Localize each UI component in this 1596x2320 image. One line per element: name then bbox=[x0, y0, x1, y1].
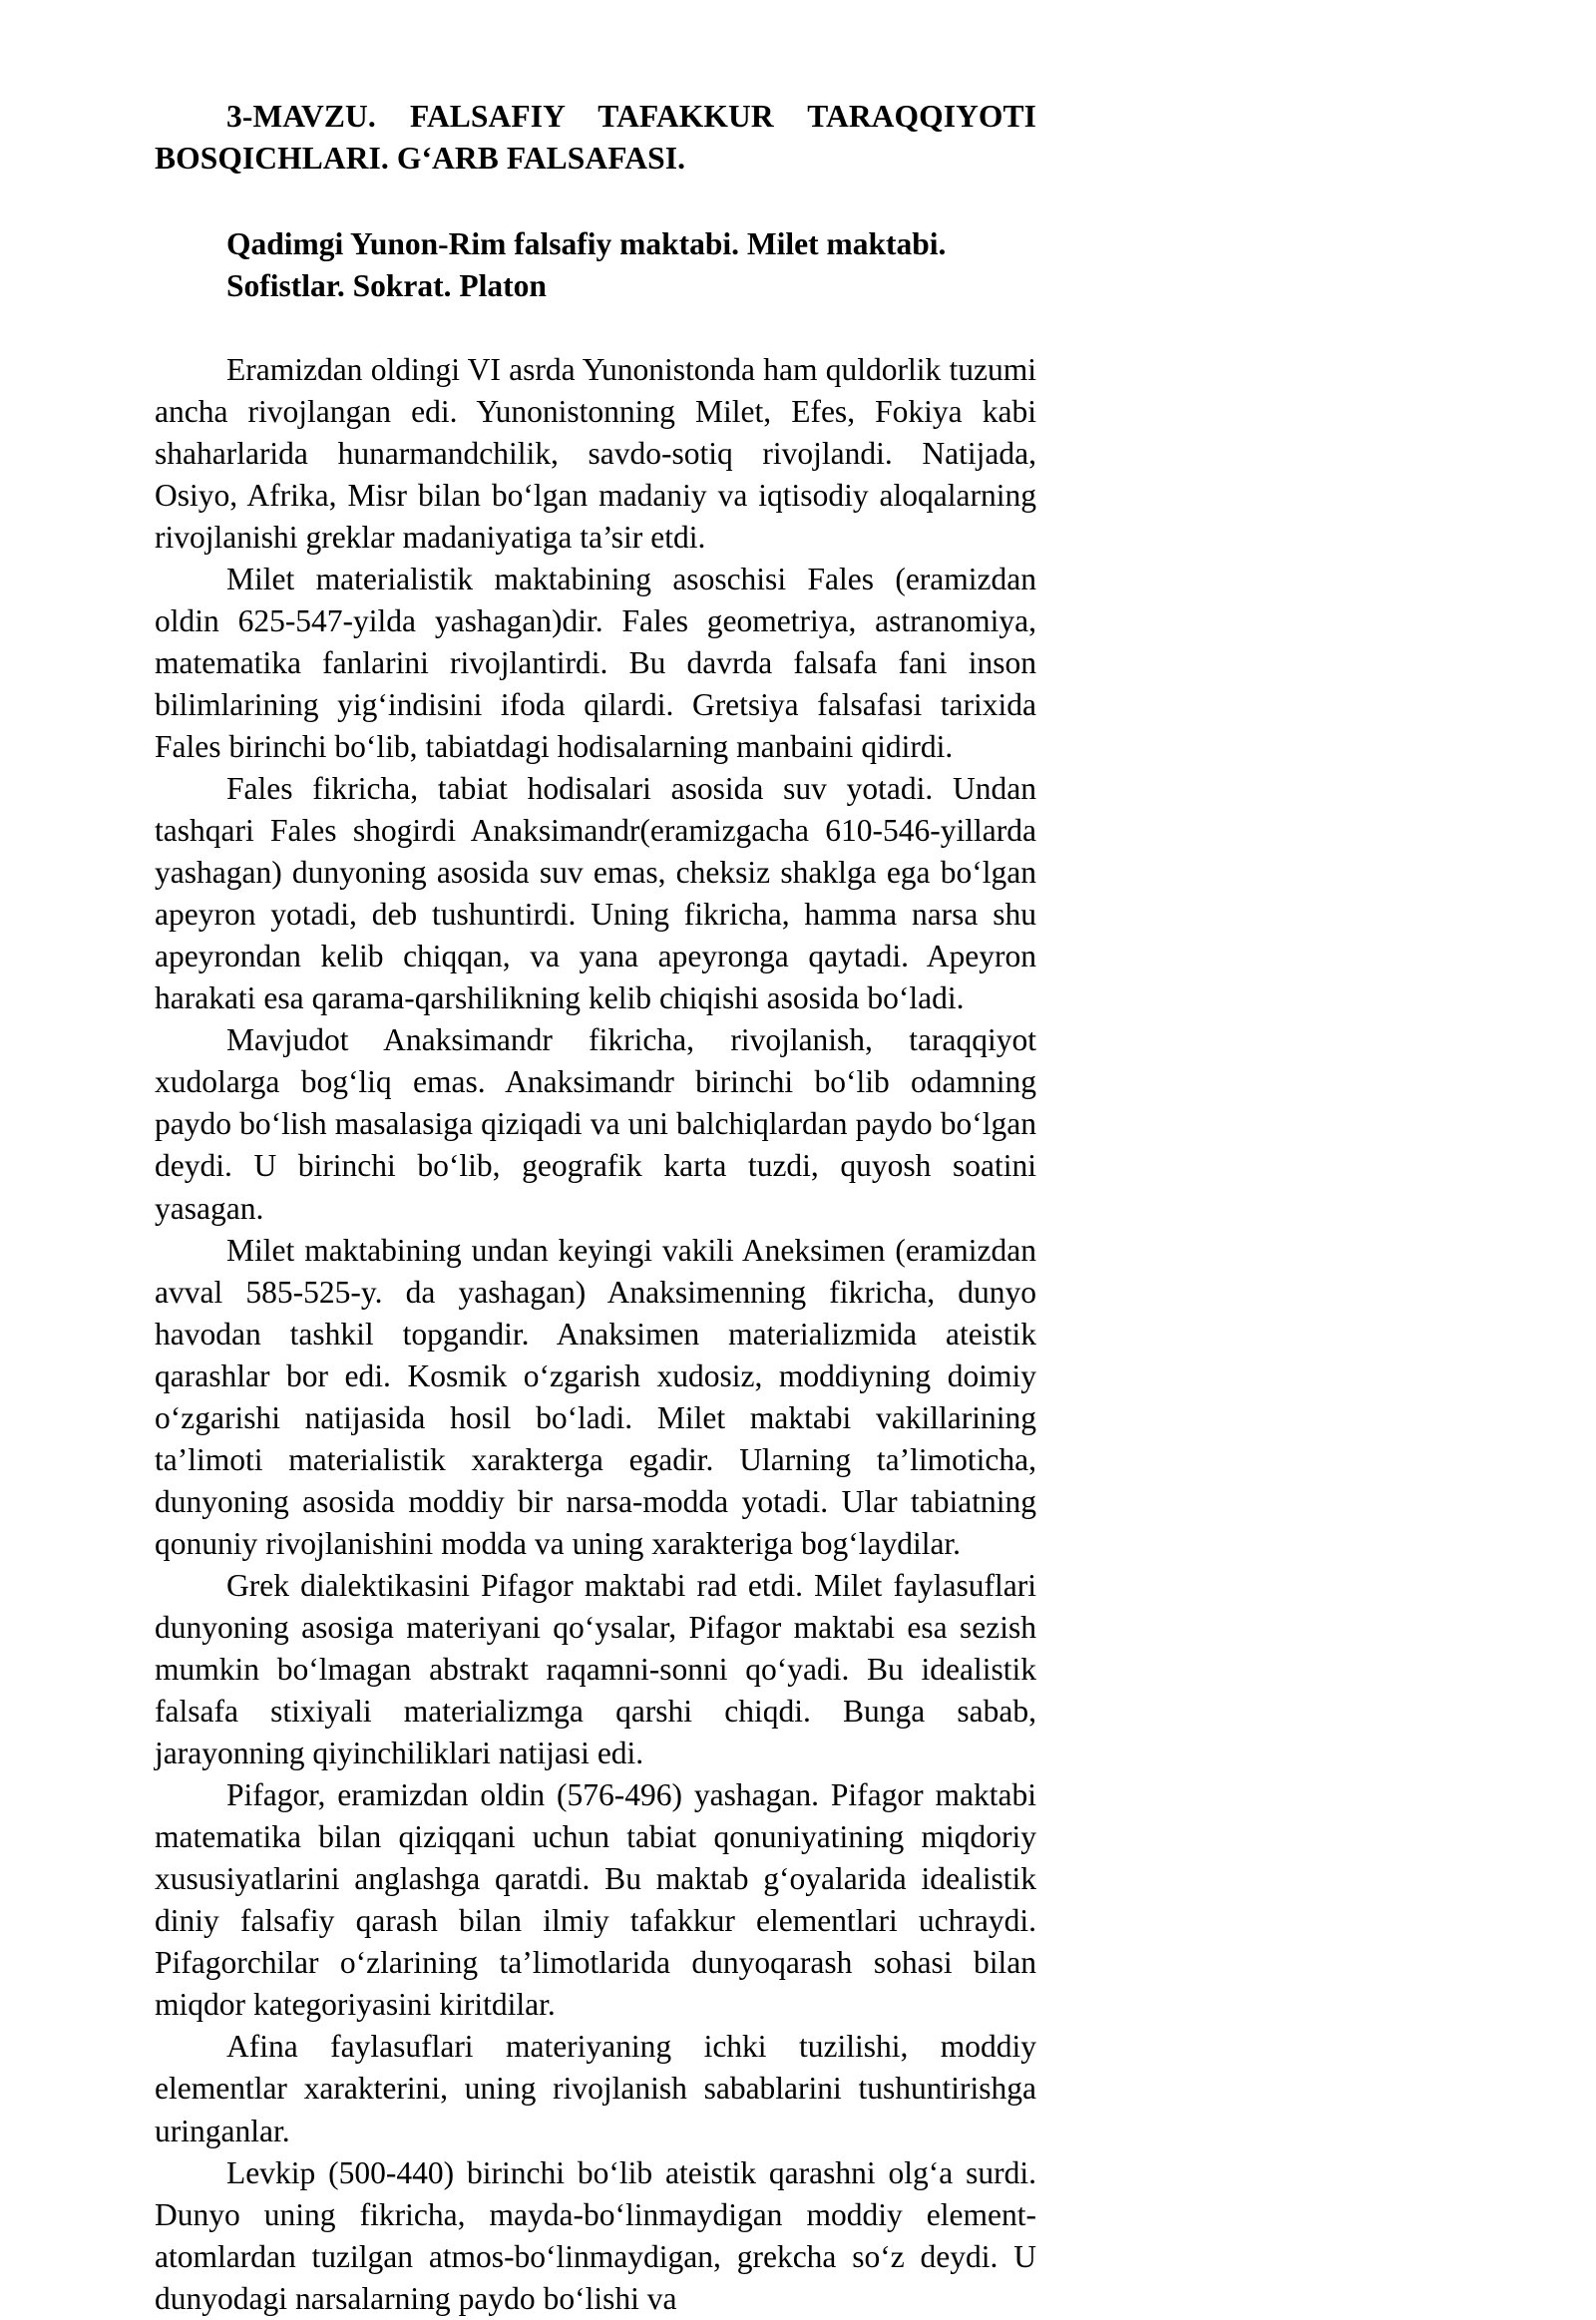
section-subtitle: Qadimgi Yunon-Rim falsafiy maktabi. Milet maktabi. Sofistlar. Sokrat. Platon bbox=[226, 225, 947, 303]
paragraph: Afina faylasuflari materiyaning ichki tuzilishi, moddiy elementlar xarakterini, uning rivojlanish sabablarini tushuntirishga uringanlar. bbox=[155, 2029, 1036, 2148]
paragraph: Grek dialektikasini Pifagor maktabi rad etdi. Milet faylasuflari dunyoning asosiga materiyani qo‘ysalar, Pifagor maktabi esa sezish mumkin bo‘lmagan abstrakt raqamni-sonni qo‘yadi. Bu idealistik falsafa stixiyali materializmga qarshi chiqdi. Bunga sabab, jarayonning qiyinchiliklari natijasi edi. bbox=[155, 1567, 1036, 1771]
paragraph: Pifagor, eramizdan oldin (576-496) yashagan. Pifagor maktabi matematika bilan qiziqqani uchun tabiat qonuniyatining miqdoriy xususiyatlarini anglashga qaratdi. Bu maktab g‘oyalarida idealistik diniy falsafiy qarash bilan ilmiy tafakkur elementlari uchraydi. Pifagorchilar o‘zlarining ta’limotlarida dunyoqarash sohasi bilan miqdor kategoriyasini kiritdilar. bbox=[155, 1777, 1036, 2023]
paragraph: Eramizdan oldingi VI asrda Yunonistonda ham quldorlik tuzumi ancha rivojlangan edi. Yunonistonning Milet, Efes, Fokiya kabi shaharlarida hunarmandchilik, savdo-sotiq rivojlandi. Natijada, Osiyo, Afrika, Misr bilan bo‘lgan madaniy va iqtisodiy aloqalarning rivojlanishi greklar madaniyatiga ta’sir etdi. bbox=[155, 351, 1036, 555]
paragraph: Milet materialistik maktabining asoschisi Fales (eramizdan oldin 625-547-yilda yashagan)dir. Fales geometriya, astranomiya, matematika fanlarini rivojlantirdi. Bu davrda falsafa fani inson bilimlarining yig‘indisini ifoda qilardi. Gretsiya falsafasi tarixida Fales birinchi bo‘lib, tabiatdagi hodisalarning manbaini qidirdi. bbox=[155, 561, 1036, 764]
paragraph: Mavjudot Anaksimandr fikricha, rivojlanish, taraqqiyot xudolarga bog‘liq emas. Anaksimandr birinchi bo‘lib odamning paydo bo‘lish masalasiga qiziqadi va uni balchiqlardan paydo bo‘lgan deydi. U birinchi bo‘lib, geografik karta tuzdi, quyosh soatini yasagan. bbox=[155, 1022, 1036, 1226]
document-content bbox=[155, 96, 1036, 2320]
paragraph: Levkip (500-440) birinchi bo‘lib ateistik qarashni olg‘a surdi. Dunyo uning fikricha, mayda-bo‘linmaydigan moddiy element- atomlardan tuzilgan atmos-bo‘linmaydigan, grekcha so‘z deydi. U dunyodagi narsalarning paydo bo‘lishi va bbox=[155, 2154, 1036, 2316]
paragraph: Fales fikricha, tabiat hodisalari asosida suv yotadi. Undan tashqari Fales shogirdi Anaksimandr(eramizgacha 610-546-yillarda yashagan) dunyoning asosida suv emas, cheksiz shaklga ega bo‘lgan apeyron yotadi, deb tushuntirdi. Uning fikricha, hamma narsa shu apeyrondan kelib chiqqan, va yana apeyronga qaytadi. Apeyron harakati esa qarama-qarshilikning kelib chiqishi asosida bo‘ladi. bbox=[155, 771, 1036, 1016]
paragraph: Milet maktabining undan keyingi vakili Aneksimen (eramizdan avval 585-525-y. da yashagan) Anaksimenning fikricha, dunyo havodan tashkil topgandir. Anaksimen materializmida ateistik qarashlar bor edi. Kosmik o‘zgarish xudosiz, moddiyning doimiy o‘zgarishi natijasida hosil bo‘ladi. Milet maktabi vakillarining ta’limoti materialistik xarakterga egadir. Ularning ta’limoticha, dunyoning asosida moddiy bir narsa-modda yotadi. Ular tabiatning qonuniy rivojlanishini modda va uning xarakteriga bog‘laydilar. bbox=[155, 1232, 1036, 1561]
page-title: 3-MAVZU. FALSAFIY TAFAKKUR TARAQQIYOTI BOSQICHLARI. G‘ARB FALSAFASI. bbox=[155, 99, 1036, 176]
body-text bbox=[155, 349, 1036, 2320]
